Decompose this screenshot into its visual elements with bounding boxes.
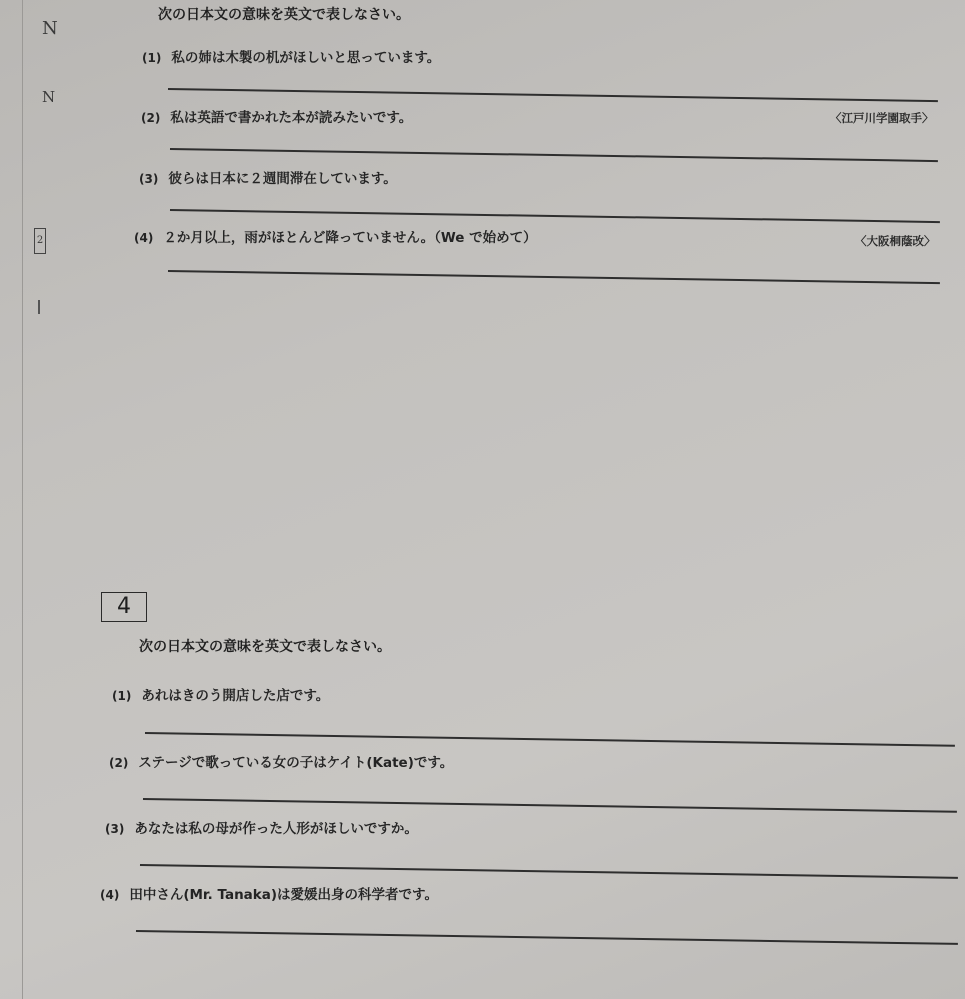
answer-line[interactable] <box>170 148 938 162</box>
question-3-1 <box>142 46 440 66</box>
question-number: (2) <box>109 756 129 770</box>
question-number: (4) <box>100 888 120 902</box>
margin-tick <box>38 300 40 314</box>
question-text: ステージで歌っている女の子はケイト(Kate)です。 <box>138 755 454 771</box>
answer-line[interactable] <box>143 798 957 812</box>
question-text: 私の姉は木製の机がほしいと思っています。 <box>171 50 441 66</box>
answer-line[interactable] <box>168 88 938 102</box>
question-number: (2) <box>141 111 161 125</box>
question-number: (1) <box>112 689 132 703</box>
question-number: (4) <box>134 231 154 245</box>
question-text: 彼らは日本に２週間滞在しています。 <box>168 171 397 187</box>
margin-section-box: 2 <box>34 228 46 254</box>
source-note: 〈大阪桐蔭改〉 <box>855 234 936 248</box>
margin-mark: N <box>42 18 58 39</box>
question-text: あれはきのう開店した店です。 <box>141 688 330 704</box>
question-text: ２か月以上，雨がほとんど降っていません。（We で始めて） <box>163 230 537 246</box>
page-margin-line <box>22 0 23 999</box>
answer-line[interactable] <box>145 732 955 746</box>
question-4-4 <box>100 883 438 903</box>
question-4-2 <box>109 751 453 771</box>
question-number: (3) <box>139 172 159 186</box>
margin-mark: N <box>42 88 56 106</box>
question-3-3 <box>139 167 397 187</box>
answer-line[interactable] <box>140 864 958 878</box>
question-3-4 <box>134 226 537 246</box>
section4-instruction: 次の日本文の意味を英文で表しなさい。 <box>139 639 391 655</box>
question-4-3 <box>105 817 418 837</box>
source-note: 〈江戸川学園取手〉 <box>830 111 934 125</box>
section-number-box: 4 <box>101 592 147 622</box>
answer-line[interactable] <box>136 930 958 944</box>
question-text: あなたは私の母が作った人形がほしいですか。 <box>134 821 418 837</box>
answer-line[interactable] <box>170 209 940 223</box>
question-number: (1) <box>142 51 162 65</box>
question-4-1 <box>112 684 329 704</box>
section3-instruction: 次の日本文の意味を英文で表しなさい。 <box>158 7 410 23</box>
answer-line[interactable] <box>168 270 940 284</box>
question-text: 私は英語で書かれた本が読みたいです。 <box>170 110 413 126</box>
question-text: 田中さん(Mr. Tanaka)は愛媛出身の科学者です。 <box>129 887 438 903</box>
question-3-2 <box>141 106 412 126</box>
question-number: (3) <box>105 822 125 836</box>
